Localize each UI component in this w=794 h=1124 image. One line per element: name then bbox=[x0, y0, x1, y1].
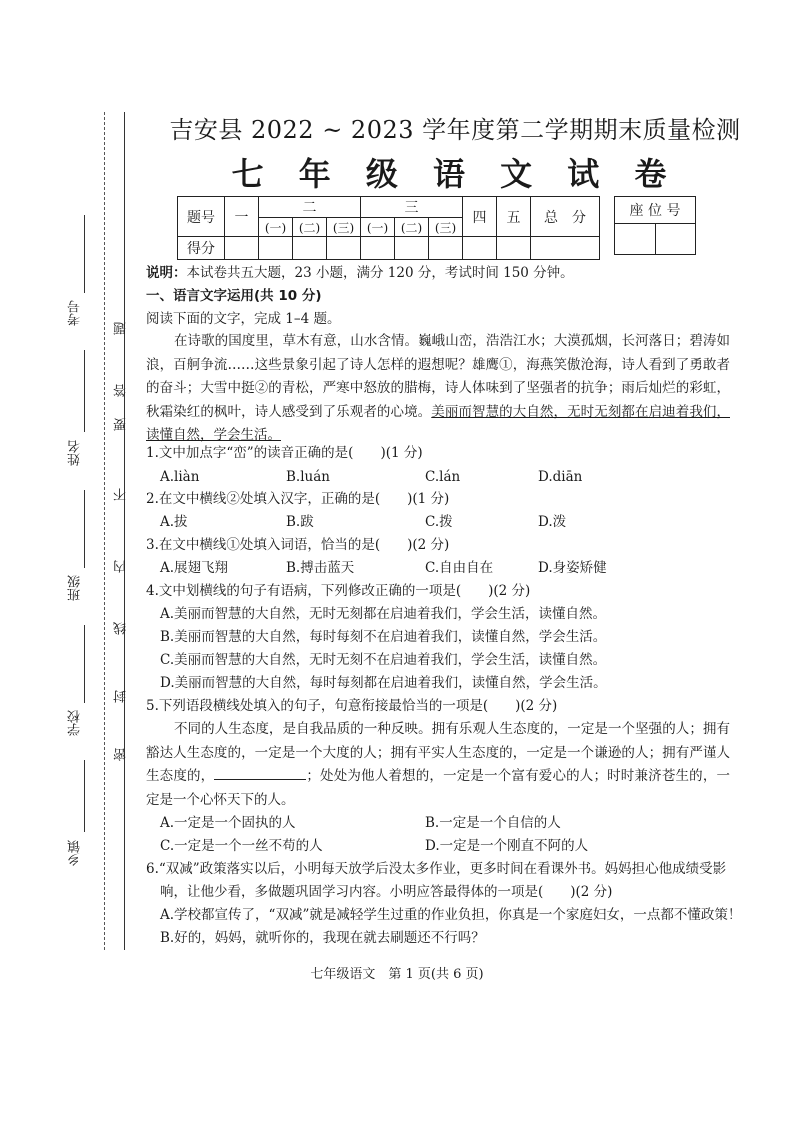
q2-option-b[interactable]: B.跋 bbox=[286, 514, 314, 530]
passage-text: 在诗歌的国度里，草木有意，山水含情。巍峨山峦，浩浩江水；大漠孤烟，长河落日；碧涛如浪，百舸争流……这些景象引起了诗人怎样的遐想呢？雄鹰①，海燕笑傲沧海，诗人看到了勇敢者的奋斗；大雪中挺②的青松，严寒中怒放的腊梅，诗人体味到了坚强者的抗争；雨后灿烂的彩虹，秋霜染红的枫叶，诗人感受到了乐观者的心境。 bbox=[146, 333, 730, 420]
q3-option-b[interactable]: B.搏击蓝天 bbox=[286, 560, 355, 576]
score-cell[interactable] bbox=[429, 237, 463, 260]
score-cell[interactable] bbox=[395, 237, 429, 260]
seat-number-cell[interactable] bbox=[615, 224, 656, 255]
q1-option-b[interactable]: B.luán bbox=[286, 469, 330, 485]
score-sub: (一) bbox=[361, 218, 395, 237]
q3-option-d[interactable]: D.身姿矫健 bbox=[538, 560, 607, 576]
xingming-blank bbox=[84, 350, 85, 432]
score-sub: (二) bbox=[293, 218, 327, 237]
seat-number-label: 座 位 号 bbox=[615, 197, 696, 224]
kaohao-label: 考号 bbox=[68, 300, 83, 326]
q2-option-d[interactable]: D.泼 bbox=[538, 514, 567, 530]
q6-option-a[interactable]: A.学校都宣传了，“双减”就是减轻学生过重的作业负担，你真是一个家庭妇女，一点都不懂政策！ bbox=[160, 907, 742, 923]
q5-option-d[interactable]: D.一定是一个刚直不阿的人 bbox=[425, 838, 589, 854]
xiangzhen-label: 乡镇 bbox=[68, 840, 83, 866]
q1-option-c[interactable]: C.lán bbox=[425, 469, 461, 485]
q6-stem-line1: 6.“双减”政策落实以后，小明每天放学后没太多作业，更多时间在看课外书。妈妈担心他成绩受影 bbox=[146, 861, 727, 877]
q5-stem: 5.下列语段横线处填入的句子，句意衔接最恰当的一项是( )(2 分) bbox=[146, 698, 558, 714]
q2-option-a[interactable]: A.拔 bbox=[160, 514, 188, 530]
q3-option-c[interactable]: C.自由自在 bbox=[425, 560, 494, 576]
score-cell[interactable] bbox=[259, 237, 293, 260]
seal-char: 密 bbox=[114, 748, 129, 761]
q4-option-a[interactable]: A.美丽而智慧的大自然，无时无刻都在启迪着我们，学会生活，读懂自然。 bbox=[160, 606, 607, 622]
score-sub: (二) bbox=[395, 218, 429, 237]
score-header-4: 四 bbox=[463, 197, 497, 237]
section1-heading: 一、语言文字运用(共 10 分) bbox=[146, 288, 322, 304]
q5-option-c[interactable]: C.一定是一个一丝不苟的人 bbox=[160, 838, 323, 854]
passage-underlined-sentence: 美丽而智慧的大自然，无时无刻都在启迪着我们，读懂自然，学会生活。 bbox=[146, 403, 730, 443]
score-header-1: 一 bbox=[225, 197, 259, 237]
q5-passage bbox=[146, 718, 730, 812]
score-header-2: 二 bbox=[259, 197, 361, 218]
seal-char: 题 bbox=[114, 322, 129, 335]
seal-char: 线 bbox=[114, 622, 129, 635]
score-sub: (三) bbox=[429, 218, 463, 237]
section1-passage bbox=[146, 330, 730, 448]
xiangzhen-blank bbox=[84, 760, 85, 832]
seal-char: 内 bbox=[114, 560, 129, 573]
score-cell[interactable] bbox=[293, 237, 327, 260]
binding-solid-line bbox=[124, 112, 125, 950]
score-cell[interactable] bbox=[463, 237, 497, 260]
q4-option-b[interactable]: B.美丽而智慧的大自然，每时每刻不在启迪着我们，读懂自然，学会生活。 bbox=[160, 629, 607, 645]
xuexiao-label: 学校 bbox=[68, 710, 83, 736]
q4-option-c[interactable]: C.美丽而智慧的大自然，无时无刻不在启迪着我们，学会生活，读懂自然。 bbox=[160, 652, 607, 668]
seal-char: 不 bbox=[114, 488, 129, 501]
score-cell[interactable] bbox=[327, 237, 361, 260]
score-cell[interactable] bbox=[361, 237, 395, 260]
seat-number-box bbox=[614, 196, 696, 255]
q1-stem: 1.文中加点字“峦”的读音正确的是( )(1 分) bbox=[146, 445, 423, 461]
seat-number-cell[interactable] bbox=[655, 224, 696, 255]
q4-option-d[interactable]: D.美丽而智慧的大自然，每时每刻都在启迪着我们，读懂自然，学会生活。 bbox=[160, 675, 607, 691]
banji-label: 班级 bbox=[68, 575, 83, 601]
instructions-text: 本试卷共五大题，23 小题，满分 120 分，考试时间 150 分钟。 bbox=[186, 265, 574, 281]
seal-char: 答 bbox=[114, 384, 129, 397]
score-sub: (三) bbox=[327, 218, 361, 237]
instructions-label: 说明： bbox=[146, 265, 187, 281]
xingming-label: 姓名 bbox=[68, 440, 83, 466]
score-header-tihao: 题号 bbox=[178, 197, 225, 237]
score-sub: (一) bbox=[259, 218, 293, 237]
score-header-3: 三 bbox=[361, 197, 463, 218]
q5-option-a[interactable]: A.一定是一个固执的人 bbox=[160, 815, 296, 831]
q5-fill-blank[interactable] bbox=[214, 765, 306, 780]
q1-option-a[interactable]: A.liàn bbox=[160, 469, 200, 485]
seal-char: 要 bbox=[114, 418, 129, 431]
q1-option-d[interactable]: D.diān bbox=[538, 469, 583, 485]
q5-option-b[interactable]: B.一定是一个自信的人 bbox=[425, 815, 561, 831]
xuexiao-blank bbox=[84, 625, 85, 703]
score-header-5: 五 bbox=[497, 197, 531, 237]
exam-subtitle: 七 年 级 语 文 试 卷 bbox=[231, 155, 679, 193]
score-header-total: 总 分 bbox=[531, 197, 600, 237]
exam-title: 吉安县 2022 ~ 2023 学年度第二学期期末质量检测 bbox=[169, 116, 741, 144]
q4-stem: 4.文中划横线的句子有语病，下列修改正确的一项是( )(2 分) bbox=[146, 583, 531, 599]
score-cell[interactable] bbox=[497, 237, 531, 260]
q5-passage-part-b: ；处处为他人着想的，一定是一个富有爱心的人；时时兼济苍生的，一定是一个心怀天下的人。 bbox=[146, 768, 731, 808]
kaohao-blank bbox=[84, 215, 85, 293]
q3-stem: 3.在文中横线①处填入词语，恰当的是( )(2 分) bbox=[146, 537, 450, 553]
section1-intro: 阅读下面的文字，完成 1–4 题。 bbox=[146, 311, 341, 327]
score-row-defen: 得分 bbox=[178, 237, 225, 260]
q2-stem: 2.在文中横线②处填入汉字，正确的是( )(1 分) bbox=[146, 491, 450, 507]
score-cell[interactable] bbox=[225, 237, 259, 260]
score-cell[interactable] bbox=[531, 237, 600, 260]
q5-passage-part-a: 不同的人生态度，是自我品质的一种反映。拥有乐观人生态度的，一定是一个坚强的人；拥有豁达人生态度的，一定是一个大度的人；拥有平实人生态度的，一定是一个谦逊的人；拥有严谨人生态度的， bbox=[146, 721, 730, 784]
seal-char: 封 bbox=[114, 690, 129, 703]
banji-blank bbox=[84, 490, 85, 568]
score-table bbox=[177, 196, 600, 260]
binding-dashed-line bbox=[104, 112, 105, 950]
q6-stem-line2: 响，让他少看，多做题巩固学习内容。小明应答最得体的一项是( )(2 分) bbox=[160, 884, 613, 900]
q6-option-b[interactable]: B.好的，妈妈，就听你的，我现在就去刷题还不行吗？ bbox=[160, 930, 485, 946]
q3-option-a[interactable]: A.展翅飞翔 bbox=[160, 560, 229, 576]
q2-option-c[interactable]: C.拨 bbox=[425, 514, 453, 530]
instructions bbox=[146, 262, 574, 284]
page-footer: 七年级语文 第 1 页(共 6 页) bbox=[310, 967, 484, 982]
